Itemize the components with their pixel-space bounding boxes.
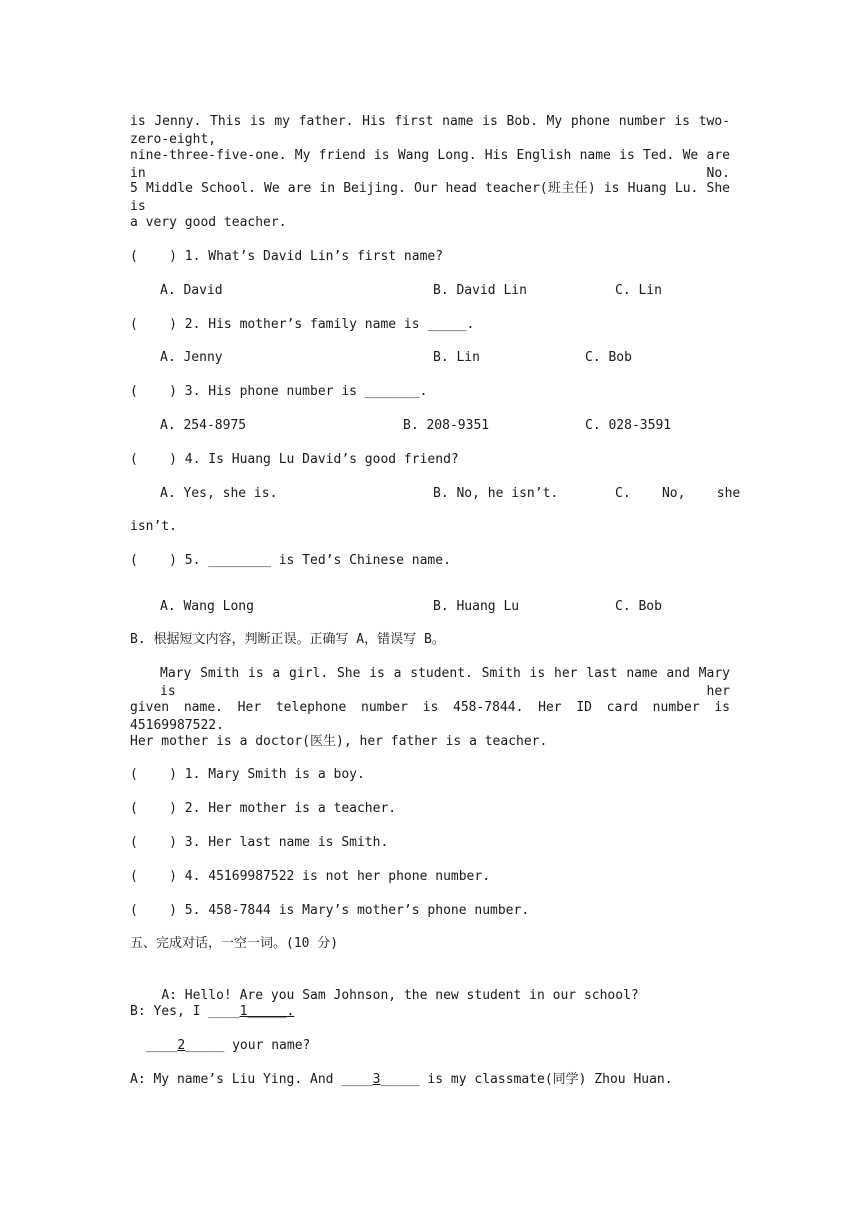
blank-number: 1 [239, 1004, 248, 1019]
option-a: A. Jenny [160, 350, 223, 365]
dialogue-line [130, 1071, 673, 1089]
statement: ( ) 5. 458-7844 is Mary’s mother’s phone number. [130, 903, 530, 918]
blank-number: 3 [372, 1072, 381, 1087]
question-stem: ( ) 3. His phone number is _______. [130, 384, 428, 399]
option-a: A. Yes, she is. [160, 486, 278, 501]
section-heading: B. 根据短文内容，判断正误。正确写 A，错误写 B。 [130, 632, 445, 647]
option-c: C. Bob [585, 350, 632, 365]
dialogue-text: A: Hello! Are you Sam Johnson, the new student in our school? [161, 988, 639, 1003]
question-stem: ( ) 1. What’s David Lin’s first name? [130, 249, 444, 264]
statement: ( ) 1. Mary Smith is a boy. [130, 767, 365, 782]
dialogue-text: ____ [146, 1038, 178, 1053]
question-stem: ( ) 5. ________ is Ted’s Chinese name. [130, 553, 451, 568]
statement: ( ) 2. Her mother is a teacher. [130, 801, 397, 816]
option-c: C. No, she [615, 486, 741, 501]
statement: ( ) 3. Her last name is Smith. [130, 835, 389, 850]
option-c: C. Lin [615, 283, 662, 298]
passage-line: given name. Her telephone number is 458-7844. Her ID card number is 45169987522. [130, 700, 730, 733]
dialogue-line [130, 1003, 294, 1021]
passage-line: a very good teacher. [130, 215, 287, 230]
option-b: B. 208-9351 [403, 418, 490, 433]
dialogue-text: A: My name’s Liu Ying. And ____ [130, 1072, 373, 1087]
blank-number: 2 [177, 1038, 186, 1053]
passage-line: is Jenny. This is my father. His first name is Bob. My phone number is two-zero-eight, [130, 114, 730, 147]
option-b: B. Lin [433, 350, 480, 365]
question-stem: ( ) 2. His mother’s family name is _____. [130, 317, 475, 332]
dialogue-text: _____ your name? [185, 1038, 311, 1053]
option-c: C. 028-3591 [585, 418, 672, 433]
dialogue-text: B: Yes, I ____ [130, 1004, 240, 1019]
option-a: A. David [160, 283, 223, 298]
option-a: A. Wang Long [160, 599, 254, 614]
option-b: B. David Lin [433, 283, 527, 298]
dialogue-line [146, 1037, 310, 1055]
statement: ( ) 4. 45169987522 is not her phone number. [130, 869, 491, 884]
section-heading: 五、完成对话，一空一词。(10 分) [130, 936, 339, 951]
passage-line: 5 Middle School. We are in Beijing. Our head teacher(班主任) is Huang Lu. She is [130, 181, 730, 214]
dialogue-text: _____. [247, 1004, 295, 1019]
option-c: C. Bob [615, 599, 662, 614]
dialogue-text: _____ is my classmate(同学) Zhou Huan. [380, 1072, 673, 1087]
passage-line: Her mother is a doctor(医生), her father is a teacher. [130, 734, 548, 749]
question-stem: ( ) 4. Is Huang Lu David’s good friend? [130, 452, 459, 467]
passage-line: nine-three-five-one. My friend is Wang Long. His English name is Ted. We are in No. [130, 148, 730, 181]
option-b: B. No, he isn’t. [433, 486, 559, 501]
option-continuation: isn’t. [130, 519, 177, 534]
option-b: B. Huang Lu [433, 599, 520, 614]
passage-line: Mary Smith is a girl. She is a student. Smith is her last name and Mary is her [160, 666, 730, 699]
option-a: A. 254-8975 [160, 418, 247, 433]
